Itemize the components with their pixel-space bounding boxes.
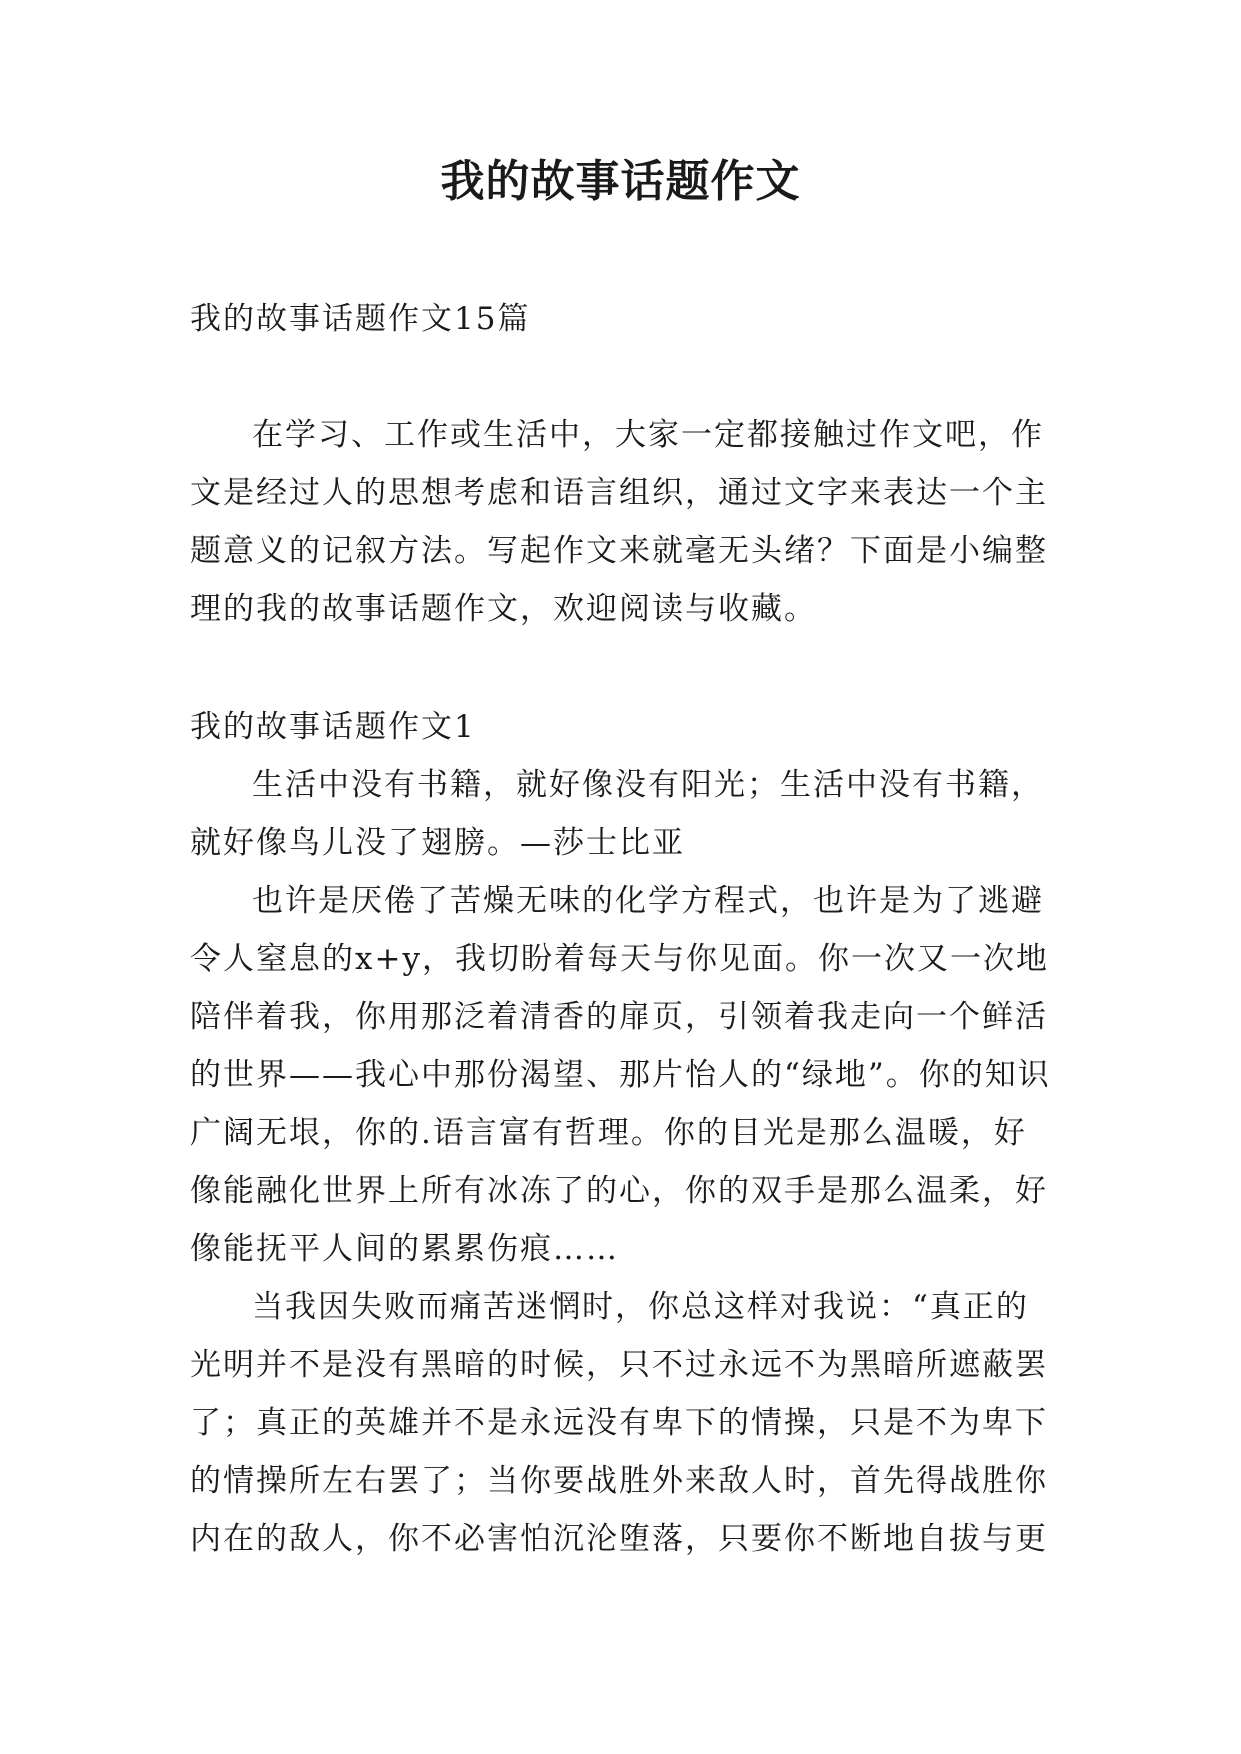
body-paragraph: 生活中没有书籍，就好像没有阳光；生活中没有书籍，就好像鸟儿没了翅膀。—莎士比亚 <box>190 767 1044 861</box>
intro-paragraph: 在学习、工作或生活中，大家一定都接触过作文吧，作文是经过人的思想考虑和语言组织，通过文字来表达一个主题意义的记叙方法。写起作文来就毫无头绪？下面是小编整理的我的故事话题作文，欢迎阅读与收藏。 <box>190 417 1048 627</box>
document-body <box>190 290 1052 1568</box>
body-paragraph: 当我因失败而痛苦迷惘时，你总这样对我说：“真正的光明并不是没有黑暗的时候，只不过永远不为黑暗所遮蔽罢了；真正的英雄并不是永远没有卑下的情操，只是不为卑下的情操所左右罢了；当你要战胜外来敌人时，首先得战胜你内在的敌人，你不必害怕沉沦堕落，只要你不断地自拔与更 <box>190 1289 1048 1557</box>
section-heading: 我的故事话题作文1 <box>190 709 476 745</box>
document-title: 我的故事话题作文 <box>440 156 801 207</box>
body-paragraph: 也许是厌倦了苦燥无味的化学方程式，也许是为了逃避令人窒息的x+y，我切盼着每天与你见面。你一次又一次地陪伴着我，你用那泛着清香的扉页，引领着我走向一个鲜活的世界——我心中那份渴望、那片怡人的“绿地”。你的知识广阔无垠，你的.语言富有哲理。你的目光是那么温暖，好像能融化世界上所有冰冻了的心，你的双手是那么温柔，好像能抚平人间的累累伤痕…… <box>190 883 1051 1267</box>
document-subtitle: 我的故事话题作文15篇 <box>190 301 531 337</box>
